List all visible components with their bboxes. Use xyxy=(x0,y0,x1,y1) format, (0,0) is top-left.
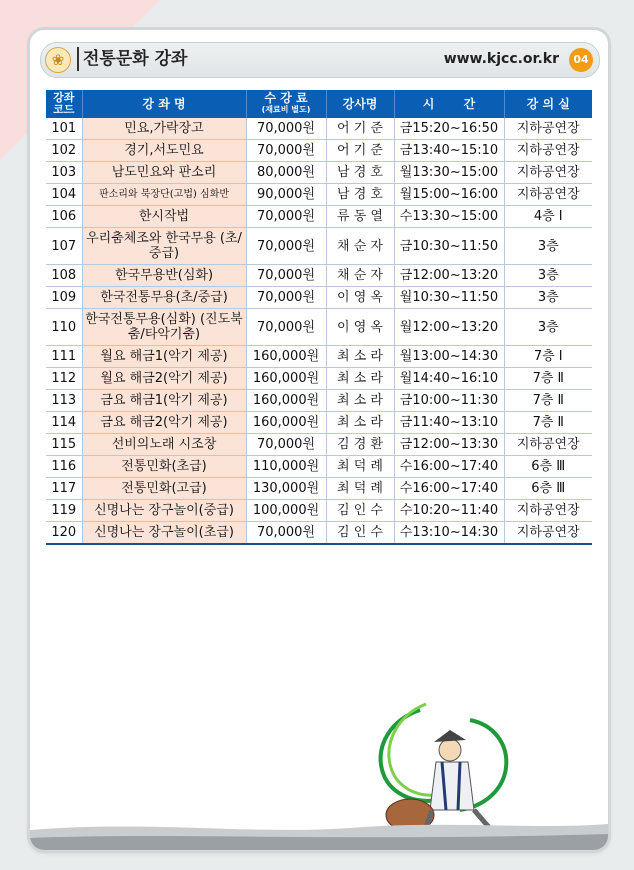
cell-code: 113 xyxy=(46,390,82,412)
cell-room: 지하공연장 xyxy=(504,434,592,456)
cell-course-name: 신명나는 장구놀이(초급) xyxy=(82,522,246,545)
cell-fee: 70,000원 xyxy=(246,287,326,309)
cell-teacher: 최 덕 례 xyxy=(326,478,394,500)
cell-teacher: 류 동 열 xyxy=(326,206,394,228)
cell-teacher: 이 영 옥 xyxy=(326,287,394,309)
header-room: 강 의 실 xyxy=(504,90,592,118)
table-row xyxy=(46,412,592,434)
table-row xyxy=(46,140,592,162)
cell-course-name: 신명나는 장구놀이(중급) xyxy=(82,500,246,522)
cell-time: 금10:00~11:30 xyxy=(394,390,504,412)
page xyxy=(30,30,608,850)
table-row xyxy=(46,500,592,522)
cell-fee: 130,000원 xyxy=(246,478,326,500)
cell-course-name: 금요 해금2(악기 제공) xyxy=(82,412,246,434)
flower-icon: ❀ xyxy=(45,47,71,73)
cell-teacher: 어 기 준 xyxy=(326,118,394,140)
cell-time: 금12:00~13:20 xyxy=(394,265,504,287)
cell-room: 지하공연장 xyxy=(504,500,592,522)
cell-code: 102 xyxy=(46,140,82,162)
table-row xyxy=(46,118,592,140)
cell-teacher: 김 경 환 xyxy=(326,434,394,456)
cell-fee: 160,000원 xyxy=(246,412,326,434)
header-fee: 수 강 료 (재료비 별도) xyxy=(246,90,326,118)
cell-room: 3층 xyxy=(504,309,592,346)
cell-fee: 70,000원 xyxy=(246,522,326,545)
cell-fee: 90,000원 xyxy=(246,184,326,206)
cell-course-name: 한시작법 xyxy=(82,206,246,228)
course-table xyxy=(46,90,592,545)
header-time: 시 간 xyxy=(394,90,504,118)
cell-room: 지하공연장 xyxy=(504,184,592,206)
cell-room: 지하공연장 xyxy=(504,522,592,545)
cell-time: 수13:10~14:30 xyxy=(394,522,504,545)
cell-teacher: 최 덕 례 xyxy=(326,456,394,478)
cell-course-name: 한국무용반(심화) xyxy=(82,265,246,287)
cell-time: 월13:30~15:00 xyxy=(394,162,504,184)
table-row xyxy=(46,456,592,478)
cell-course-name: 우리춤체조와 한국무용 (초/중급) xyxy=(82,228,246,265)
table-row xyxy=(46,265,592,287)
cell-time: 수16:00~17:40 xyxy=(394,478,504,500)
cell-teacher: 어 기 준 xyxy=(326,140,394,162)
cell-code: 117 xyxy=(46,478,82,500)
table-row xyxy=(46,522,592,545)
cell-code: 116 xyxy=(46,456,82,478)
cell-course-name: 경기,서도민요 xyxy=(82,140,246,162)
cell-course-name: 월요 해금2(악기 제공) xyxy=(82,368,246,390)
cell-code: 101 xyxy=(46,118,82,140)
cell-code: 108 xyxy=(46,265,82,287)
cell-teacher: 최 소 라 xyxy=(326,390,394,412)
cell-course-name: 한국전통무용(심화) (진도북춤/타악기춤) xyxy=(82,309,246,346)
cell-room: 7층 Ⅱ xyxy=(504,412,592,434)
cell-code: 106 xyxy=(46,206,82,228)
cell-code: 110 xyxy=(46,309,82,346)
header-course-name: 강 좌 명 xyxy=(82,90,246,118)
cell-teacher: 최 소 라 xyxy=(326,412,394,434)
cell-fee: 70,000원 xyxy=(246,140,326,162)
cell-room: 6층 Ⅲ xyxy=(504,456,592,478)
cell-course-name: 금요 해금1(악기 제공) xyxy=(82,390,246,412)
table-row xyxy=(46,206,592,228)
cell-course-name: 한국전통무용(초/중급) xyxy=(82,287,246,309)
cell-fee: 80,000원 xyxy=(246,162,326,184)
cell-time: 금12:00~13:30 xyxy=(394,434,504,456)
cell-time: 수16:00~17:40 xyxy=(394,456,504,478)
cell-time: 월15:00~16:00 xyxy=(394,184,504,206)
table-row xyxy=(46,368,592,390)
cell-time: 수13:30~15:00 xyxy=(394,206,504,228)
cell-room: 지하공연장 xyxy=(504,118,592,140)
cell-fee: 70,000원 xyxy=(246,118,326,140)
cell-course-name: 남도민요와 판소리 xyxy=(82,162,246,184)
cell-teacher: 김 인 수 xyxy=(326,500,394,522)
cell-room: 4층 Ⅰ xyxy=(504,206,592,228)
cell-course-name: 민요,가락장고 xyxy=(82,118,246,140)
cell-time: 월13:00~14:30 xyxy=(394,346,504,368)
cell-code: 111 xyxy=(46,346,82,368)
table-row xyxy=(46,390,592,412)
table-row xyxy=(46,478,592,500)
cell-time: 금10:30~11:50 xyxy=(394,228,504,265)
cell-time: 수10:20~11:40 xyxy=(394,500,504,522)
cell-room: 지하공연장 xyxy=(504,162,592,184)
cell-teacher: 최 소 라 xyxy=(326,346,394,368)
cell-course-name: 판소리와 북장단(고법) 심화반 xyxy=(82,184,246,206)
cell-time: 월10:30~11:50 xyxy=(394,287,504,309)
cell-fee: 160,000원 xyxy=(246,390,326,412)
cell-time: 금13:40~15:10 xyxy=(394,140,504,162)
table-row xyxy=(46,162,592,184)
table-header-row xyxy=(46,90,592,118)
cell-course-name: 전통민화(초급) xyxy=(82,456,246,478)
header-teacher: 강사명 xyxy=(326,90,394,118)
cell-code: 120 xyxy=(46,522,82,545)
cell-fee: 70,000원 xyxy=(246,434,326,456)
cell-code: 114 xyxy=(46,412,82,434)
page-number-badge: 04 xyxy=(569,48,593,72)
page-title: 전통문화 강좌 xyxy=(77,47,187,71)
header-code: 강좌 코드 xyxy=(46,90,82,118)
cell-teacher: 남 경 호 xyxy=(326,162,394,184)
cell-code: 103 xyxy=(46,162,82,184)
cell-teacher: 최 소 라 xyxy=(326,368,394,390)
cell-fee: 110,000원 xyxy=(246,456,326,478)
cell-room: 7층 Ⅱ xyxy=(504,390,592,412)
cell-teacher: 김 인 수 xyxy=(326,522,394,545)
cell-course-name: 전통민화(고급) xyxy=(82,478,246,500)
table-row xyxy=(46,184,592,206)
cell-code: 107 xyxy=(46,228,82,265)
cell-code: 119 xyxy=(46,500,82,522)
cell-room: 7층 Ⅱ xyxy=(504,368,592,390)
cell-time: 월14:40~16:10 xyxy=(394,368,504,390)
cell-teacher: 채 순 자 xyxy=(326,228,394,265)
cell-time: 금11:40~13:10 xyxy=(394,412,504,434)
table-row xyxy=(46,287,592,309)
cell-teacher: 이 영 옥 xyxy=(326,309,394,346)
cell-fee: 160,000원 xyxy=(246,368,326,390)
cell-fee: 70,000원 xyxy=(246,206,326,228)
cell-course-name: 선비의노래 시조창 xyxy=(82,434,246,456)
table-row xyxy=(46,309,592,346)
header-bar xyxy=(40,42,600,78)
table-row xyxy=(46,434,592,456)
table-row xyxy=(46,228,592,265)
cell-fee: 70,000원 xyxy=(246,265,326,287)
cell-room: 3층 xyxy=(504,228,592,265)
table-row xyxy=(46,346,592,368)
cell-course-name: 월요 해금1(악기 제공) xyxy=(82,346,246,368)
cell-teacher: 남 경 호 xyxy=(326,184,394,206)
cell-code: 115 xyxy=(46,434,82,456)
cell-code: 104 xyxy=(46,184,82,206)
cell-code: 109 xyxy=(46,287,82,309)
cell-fee: 70,000원 xyxy=(246,228,326,265)
cell-room: 7층 Ⅰ xyxy=(504,346,592,368)
cell-time: 금15:20~16:50 xyxy=(394,118,504,140)
cell-fee: 70,000원 xyxy=(246,309,326,346)
website-url: www.kjcc.or.kr xyxy=(443,51,559,67)
cell-teacher: 채 순 자 xyxy=(326,265,394,287)
cell-room: 6층 Ⅲ xyxy=(504,478,592,500)
ground-decoration xyxy=(30,790,608,850)
cell-room: 지하공연장 xyxy=(504,140,592,162)
cell-room: 3층 xyxy=(504,265,592,287)
cell-room: 3층 xyxy=(504,287,592,309)
cell-code: 112 xyxy=(46,368,82,390)
cell-fee: 160,000원 xyxy=(246,346,326,368)
cell-time: 월12:00~13:20 xyxy=(394,309,504,346)
cell-fee: 100,000원 xyxy=(246,500,326,522)
